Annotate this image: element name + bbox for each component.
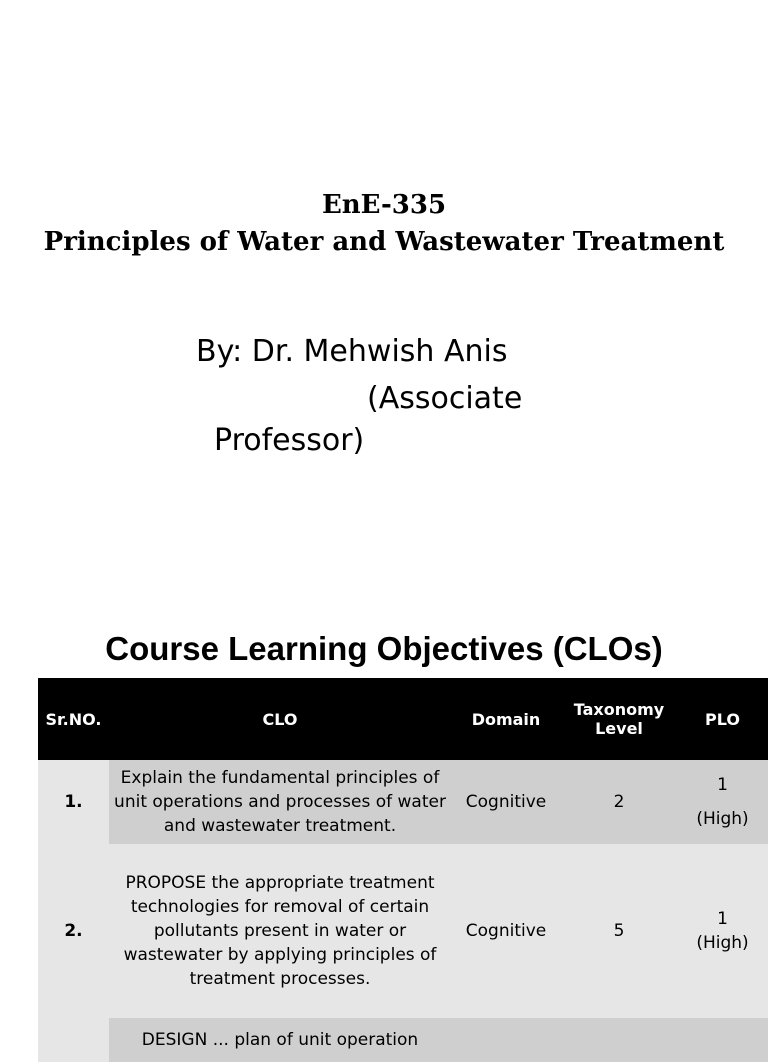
course-name: Principles of Water and Wastewater Treatment xyxy=(43,227,725,257)
cell-domain: Cognitive xyxy=(451,760,561,844)
plo-strength: (High) xyxy=(696,809,749,829)
clo-section-title: Course Learning Objectives (CLOs) xyxy=(105,630,663,667)
plo-number: 1 xyxy=(717,909,728,929)
table-row xyxy=(38,760,768,844)
cell-level: 5 xyxy=(561,844,677,1018)
cell-level: 2 xyxy=(561,760,677,844)
header-domain: Domain xyxy=(451,678,561,760)
author-name: By: Dr. Mehwish Anis xyxy=(196,334,508,369)
cell-plo xyxy=(677,1018,768,1062)
cell-domain: Cognitive xyxy=(451,844,561,1018)
header-srno: Sr.NO. xyxy=(38,678,109,760)
clo-table xyxy=(38,678,768,1062)
cell-srno xyxy=(38,1018,109,1062)
cell-plo xyxy=(677,844,768,1018)
plo-number: 1 xyxy=(717,775,728,795)
table-row xyxy=(38,844,768,1018)
table-row xyxy=(38,1018,768,1062)
cell-clo: Explain the fundamental principles of unit operations and processes of water and wastewater treatment. xyxy=(109,760,451,844)
course-code: EnE-335 xyxy=(321,190,447,220)
header-clo: CLO xyxy=(109,678,451,760)
plo-strength: (High) xyxy=(696,933,749,953)
cell-clo: PROPOSE the appropriate treatment technologies for removal of certain pollutants present in water or wastewater by applying principles of treatment processes. xyxy=(109,844,451,1018)
table-header-row xyxy=(38,678,768,760)
cell-srno: 1. xyxy=(38,760,109,844)
author-role-line2: Professor) xyxy=(214,423,365,458)
cell-domain xyxy=(451,1018,561,1062)
cell-srno: 2. xyxy=(38,844,109,1018)
cell-level xyxy=(561,1018,677,1062)
header-plo: PLO xyxy=(677,678,768,760)
author-role-line1: (Associate xyxy=(367,381,523,416)
cell-clo: DESIGN ... plan of unit operation xyxy=(109,1018,451,1062)
cell-plo xyxy=(677,760,768,844)
header-taxonomy-level: Taxonomy Level xyxy=(561,678,677,760)
